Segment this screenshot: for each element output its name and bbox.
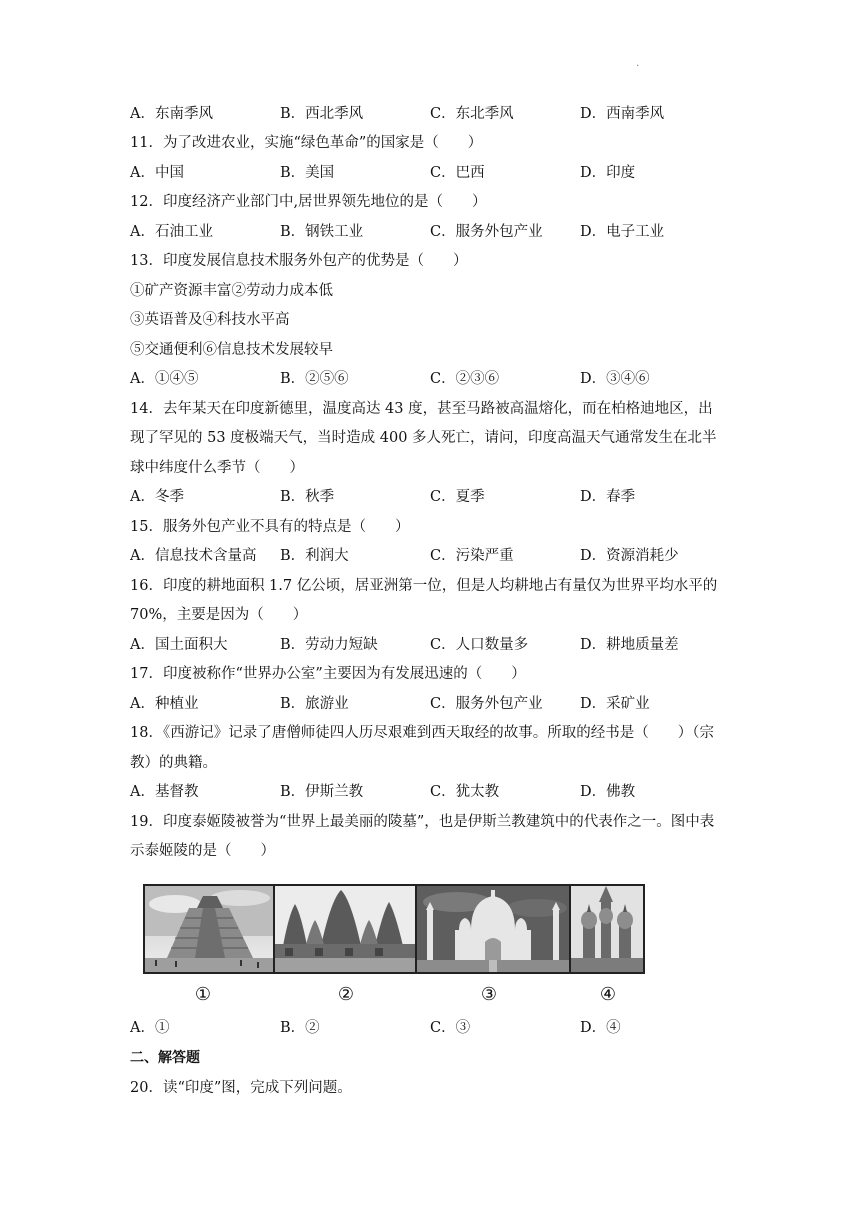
option-c: C．③	[430, 1020, 471, 1036]
taj-mahal-photo	[417, 886, 571, 972]
option-d: D．耕地质量差	[580, 637, 679, 653]
q18-options	[130, 782, 750, 802]
header-dot: .	[636, 58, 640, 69]
option-d: D．采矿业	[580, 696, 650, 712]
q11-stem: 11．为了改进农业，实施“绿色革命”的国家是（ ）	[130, 135, 483, 151]
q14-stem-line: 球中纬度什么季节（ ）	[130, 460, 304, 476]
option-c: C．犹太教	[430, 784, 500, 800]
q19-stem-line: 示泰姬陵的是（ ）	[130, 843, 275, 859]
option-a: A．基督教	[130, 784, 199, 800]
q13-stem: 13．印度发展信息技术服务外包产的优势是（ ）	[130, 253, 468, 269]
q17-options	[130, 694, 750, 714]
option-c: C．服务外包产业	[430, 224, 543, 240]
photo-caption: ③	[480, 984, 498, 1005]
angkor-wat-photo	[275, 886, 417, 972]
q13-options	[130, 369, 750, 389]
q17-stem: 17．印度被称作“世界办公室”主要因为有发展迅速的（ ）	[130, 666, 526, 682]
angkor-wat-photo-art	[275, 886, 415, 972]
option-b: B．劳动力短缺	[280, 637, 378, 653]
option-c: C．夏季	[430, 489, 485, 505]
option-b: B．旅游业	[280, 696, 349, 712]
q14-stem-line: 14．去年某天在印度新德里，温度高达 43 度，甚至马路被高温熔化，而在柏格迪地区，出	[130, 401, 713, 417]
option-a: A．国土面积大	[130, 637, 228, 653]
photo-caption: ④	[599, 984, 617, 1005]
option-a: A．冬季	[130, 489, 184, 505]
q14-stem-line: 现了罕见的 53 度极端天气，当时造成 400 多人死亡，请问，印度高温天气通常发生在北半	[130, 430, 717, 446]
st-basils-cathedral-photo-art	[571, 886, 643, 972]
option-a: A．信息技术含量高	[130, 548, 257, 564]
option-c: C．服务外包产业	[430, 696, 543, 712]
option-b: B．西北季风	[280, 106, 364, 122]
option-d: D．电子工业	[580, 224, 665, 240]
q19-stem-line: 19．印度泰姬陵被誉为“世界上最美丽的陵墓”，也是伊斯兰教建筑中的代表作之一。图中表	[130, 814, 715, 830]
option-b: B．②⑤⑥	[280, 371, 349, 387]
option-b: B．利润大	[280, 548, 349, 564]
photo-caption: ①	[194, 984, 212, 1005]
landmark-photo-strip	[143, 884, 645, 974]
option-a: A．石油工业	[130, 224, 213, 240]
option-b: B．钢铁工业	[280, 224, 364, 240]
q16-options	[130, 635, 750, 655]
taj-mahal-photo-art	[417, 886, 569, 972]
option-d: D．资源消耗少	[580, 548, 679, 564]
q10-options	[130, 104, 750, 124]
option-a: A．①	[130, 1020, 170, 1036]
q13-item-line: ①矿产资源丰富②劳动力成本低	[130, 283, 333, 299]
q13-item-line: ③英语普及④科技水平高	[130, 312, 290, 328]
pyramid-photo	[145, 886, 275, 972]
q11-options	[130, 163, 750, 183]
option-d: D．③④⑥	[580, 371, 650, 387]
q15-options	[130, 546, 750, 566]
option-d: D．西南季风	[580, 106, 665, 122]
option-c: C．巴西	[430, 165, 485, 181]
option-c: C．污染严重	[430, 548, 514, 564]
section-title: 二、解答题	[130, 1050, 200, 1066]
q12-options	[130, 222, 750, 242]
option-d: D．春季	[580, 489, 636, 505]
q12-stem: 12．印度经济产业部门中,居世界领先地位的是（ ）	[130, 194, 487, 210]
q13-item-line: ⑤交通便利⑥信息技术发展较早	[130, 342, 333, 358]
option-a: A．①④⑤	[130, 371, 199, 387]
option-c: C．②③⑥	[430, 371, 500, 387]
option-d: D．④	[580, 1020, 621, 1036]
option-d: D．印度	[580, 165, 636, 181]
option-d: D．佛教	[580, 784, 636, 800]
q14-options	[130, 487, 750, 507]
q15-stem: 15．服务外包产业不具有的特点是（ ）	[130, 519, 410, 535]
q19-options	[130, 1018, 750, 1038]
option-a: A．中国	[130, 165, 184, 181]
option-b: B．秋季	[280, 489, 335, 505]
option-b: B．②	[280, 1020, 320, 1036]
q20-stem: 20．读“印度”图，完成下列问题。	[130, 1080, 352, 1096]
st-basils-cathedral-photo	[571, 886, 643, 972]
option-b: B．美国	[280, 165, 335, 181]
q16-stem-line: 16．印度的耕地面积 1.7 亿公顷，居亚洲第一位，但是人均耕地占有量仅为世界平均水平的	[130, 578, 718, 594]
option-a: A．种植业	[130, 696, 199, 712]
option-c: C．东北季风	[430, 106, 514, 122]
q16-stem-line: 70%，主要是因为（ ）	[130, 607, 308, 623]
q18-stem-line: 教）的典籍。	[130, 755, 217, 771]
option-a: A．东南季风	[130, 106, 213, 122]
pyramid-photo-art	[145, 886, 273, 972]
q18-stem-line: 18．《西游记》记录了唐僧师徒四人历尽艰难到西天取经的故事。所取的经书是（ ）（宗	[130, 725, 714, 741]
option-c: C．人口数量多	[430, 637, 529, 653]
photo-caption: ②	[337, 984, 355, 1005]
option-b: B．伊斯兰教	[280, 784, 364, 800]
